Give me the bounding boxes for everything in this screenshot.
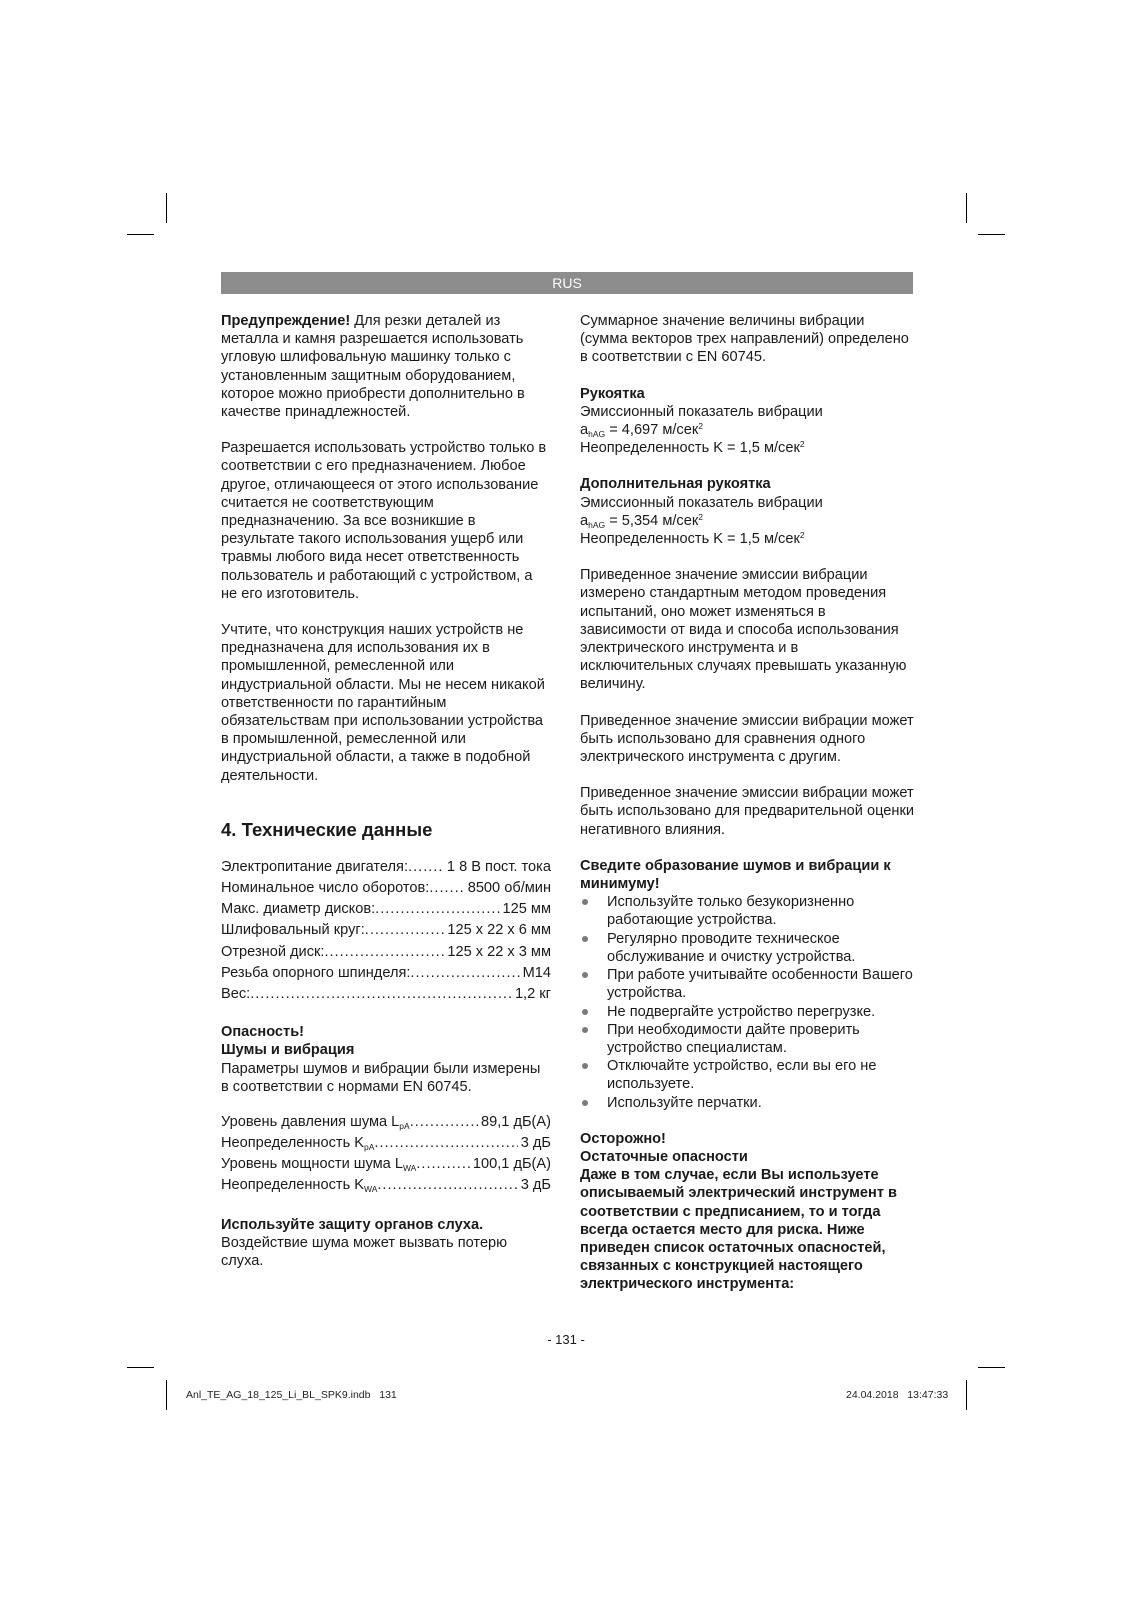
list-item: При необходимости дайте проверить устройство специалистам.	[580, 1021, 915, 1057]
bullet-icon	[582, 1027, 588, 1033]
spec-row	[221, 857, 551, 878]
noise-text: Параметры шумов и вибрации были измерены в соответствии с нормами EN 60745.	[221, 1060, 541, 1095]
crop-mark	[966, 193, 967, 223]
bullet-icon	[582, 1009, 588, 1015]
spec-value: 8500 об/мин	[467, 880, 551, 897]
noise-row	[221, 1154, 551, 1175]
noise-row	[221, 1112, 551, 1133]
section-title: 4. Технические данные	[221, 818, 433, 840]
reduce-title: Сведите образование шумов и вибрации к минимуму!	[580, 857, 891, 893]
hearing-title: Используйте защиту органов слуха.	[221, 1217, 484, 1233]
spec-label: Электропитание двигателя:	[221, 858, 409, 875]
noise-label: Уровень давления шума $L_{pA}$	[221, 1114, 410, 1131]
list-item: При работе учитывайте особенности Вашего устройства.	[580, 966, 915, 1002]
handle-emission: Эмиссионный показатель вибрации	[580, 403, 823, 420]
additional-handle-emission: Эмиссионный показатель вибрации	[580, 494, 823, 511]
compare-paragraph: Приведенное значение эмиссии вибрации может быть использовано для сравнения одного электрического инструмента с другим.	[580, 712, 914, 766]
footer-file-name: Anl_TE_AG_18_125_Li_BL_SPK9.indb 131	[186, 1389, 397, 1401]
left-column	[221, 312, 551, 1271]
spec-value: 1,2 кг	[514, 986, 551, 1002]
crop-mark	[127, 234, 154, 235]
list-item: Отключайте устройство, если вы его не используете.	[580, 1057, 915, 1093]
spec-row	[221, 878, 551, 899]
spec-value: 125 мм	[502, 901, 551, 918]
noise-label: Уровень мощности шума $L_{WA}$	[221, 1156, 417, 1173]
crop-mark	[966, 1380, 967, 1410]
noise-value: 100,1 дБ(A)	[472, 1156, 551, 1172]
residual-text: Даже в том случае, если Вы используете описываемый электрический инструмент в соответствии с предписанием, то и тогда всегда остается место для риска. Ниже приведен список остаточных опасностей, связанных с конструкцией настоящего электрического инструмента:	[580, 1167, 898, 1293]
list-item: Регулярно проводите техническое обслуживание и очистку устройства.	[580, 930, 915, 966]
bullet-icon	[582, 936, 588, 942]
industrial-paragraph: Учтите, что конструкция наших устройств не предназначена для использования их в промышленной, ремесленной или индустриальной области. Мы не несем никакой ответственности по гарантийным обязательствам при использовании устройства в промышленной, ремесленной или индустриальной области, а также в подобной деятельности.	[221, 622, 545, 784]
spec-value: 125 x 22 x 3 мм	[447, 943, 551, 960]
right-column	[580, 312, 915, 1294]
list-item: Используйте перчатки.	[580, 1094, 915, 1112]
handle-title: Рукоятка	[580, 385, 645, 402]
hearing-text: Воздействие шума может вызвать потерю слуха.	[221, 1235, 508, 1270]
vibration-total-paragraph: Суммарное значение величины вибрации (сумма векторов трех направлений) определено в соответствии с EN 60745.	[580, 313, 909, 366]
handle-value: $a_{hAG} = 4,697$ м/сек$^2$	[580, 421, 703, 440]
noise-value: 3 дБ	[520, 1135, 551, 1151]
crop-mark	[978, 234, 1005, 235]
noise-value: 3 дБ	[520, 1177, 551, 1193]
danger-title: Опасность!	[221, 1024, 305, 1041]
spec-label: Шлифовальный круг:	[221, 922, 365, 939]
list-item: Не подвергайте устройство перегрузке.	[580, 1003, 915, 1021]
bullet-list	[580, 893, 915, 1111]
noise-row	[221, 1133, 551, 1154]
spec-label: Отрезной диск:	[221, 943, 325, 960]
crop-mark	[166, 193, 167, 223]
noise-table	[221, 1112, 551, 1196]
spec-row	[221, 984, 551, 1005]
additional-handle-uncertainty: Неопределенность K = 1,5 м/сек$^2$	[580, 530, 805, 548]
spec-value: M14	[522, 964, 551, 981]
noise-value: 89,1 дБ(A)	[480, 1114, 551, 1130]
residual-title: Остаточные опасности	[580, 1148, 748, 1165]
spec-row	[221, 920, 551, 941]
handle-uncertainty: Неопределенность K = 1,5 м/сек$^2$	[580, 439, 805, 457]
bullet-icon	[582, 899, 588, 905]
noise-label: Неопределенность $K_{WA}$	[221, 1177, 378, 1194]
list-item: Используйте только безукоризненно работающие устройства.	[580, 893, 915, 929]
bullet-icon	[582, 972, 588, 978]
spec-row	[221, 899, 551, 920]
bullet-icon	[582, 1063, 588, 1069]
noise-row	[221, 1175, 551, 1196]
specs-table	[221, 857, 551, 1005]
bullet-icon	[582, 1100, 588, 1106]
spec-row	[221, 942, 551, 963]
spec-label: Резьба опорного шпинделя:	[221, 964, 411, 981]
additional-handle-title: Дополнительная рукоятка	[580, 476, 771, 493]
crop-mark	[978, 1367, 1005, 1368]
page-number: - 131 -	[547, 1332, 585, 1347]
footer-date: 24.04.2018 13:47:33	[846, 1389, 949, 1401]
spec-row	[221, 963, 551, 984]
caution-title: Осторожно!	[580, 1130, 666, 1147]
prelim-paragraph: Приведенное значение эмиссии вибрации может быть использовано для предварительной оценки негативного влияния.	[580, 785, 915, 838]
warning-paragraph	[221, 312, 551, 421]
spec-label: Макс. диаметр дисков:	[221, 901, 376, 918]
crop-mark	[166, 1380, 167, 1410]
noise-label: Неопределенность $K_{pA}$	[221, 1135, 375, 1152]
language-label: RUS	[552, 275, 582, 291]
measured-paragraph: Приведенное значение эмиссии вибрации измерено стандартным методом проведения испытаний, оно может изменяться в зависимости от вида и способа использования электрического инструмента и в исключительных случаях превышать указанную величину.	[580, 567, 907, 693]
warning-text: Для резки деталей из металла и камня разрешается использовать угловую шлифовальную машинку только с установленным защитным оборудованием, которое можно приобрести дополнительно в качестве принадлежностей.	[221, 313, 525, 421]
additional-handle-value: $a_{hAG} = 5,354$ м/сек$^2$	[580, 511, 703, 530]
spec-label: Вес:	[221, 986, 251, 1002]
spec-label: Номинальное число оборотов:	[221, 880, 430, 897]
usage-paragraph: Разрешается использовать устройство только в соответствии с его предназначением. Любое другое, отличающееся от этого использование считается не соответствующим предназначению. За все возникшие в результате такого использования ущерб или травмы любого вида несет ответственность пользователь и работающий с устройством, а не его изготовитель.	[221, 440, 547, 602]
warning-title: Предупреждение!	[221, 313, 351, 329]
spec-value: 125 x 22 x 6 мм	[447, 922, 551, 939]
noise-title: Шумы и вибрация	[221, 1042, 355, 1059]
crop-mark	[127, 1367, 154, 1368]
language-header-bar	[221, 272, 913, 294]
spec-value: 1 8 В пост. тока	[446, 858, 551, 875]
